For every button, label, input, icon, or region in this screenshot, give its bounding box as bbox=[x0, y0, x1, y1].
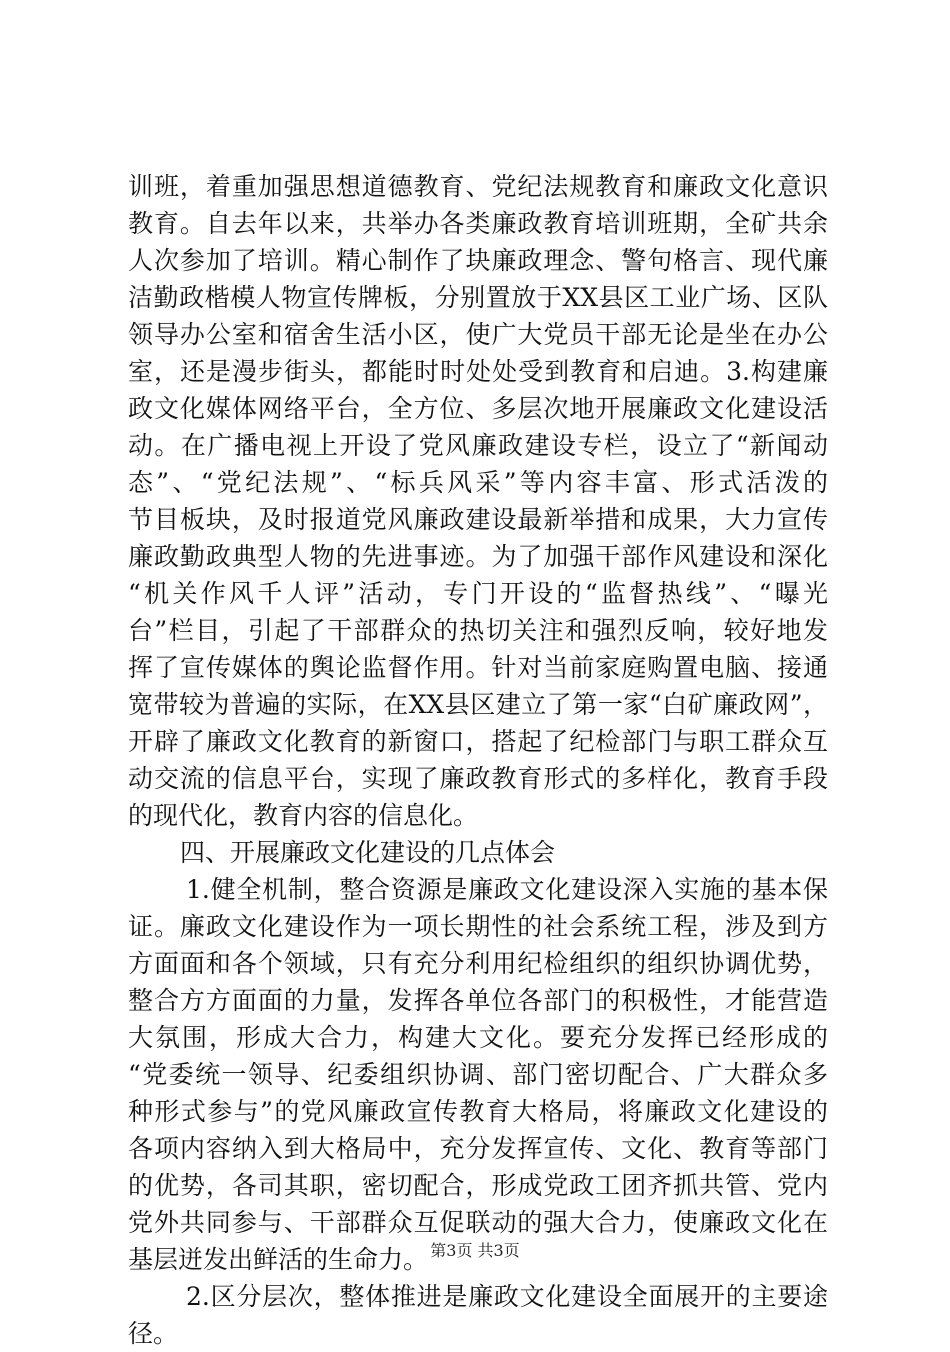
text-line: “党委统一领导、纪委组织协调、部门密切配合、广大群众多 bbox=[128, 1060, 828, 1089]
text-line: 态”、“党纪法规”、“标兵风采”等内容丰富、形式活泼的 bbox=[128, 468, 828, 497]
document-body bbox=[128, 168, 828, 1352]
text-line: 2.区分层次，整体推进是廉政文化建设全面展开的主要途 bbox=[186, 1282, 828, 1311]
page-footer: 第3页 共3页 bbox=[430, 1241, 520, 1260]
text-line: 宽带较为普遍的实际，在XX县区建立了第一家“白矿廉政网”， bbox=[128, 690, 828, 719]
text-line: 开辟了廉政文化教育的新窗口，搭起了纪检部门与职工群众互 bbox=[128, 727, 828, 756]
text-line: 廉政勤政典型人物的先进事迹。为了加强干部作风建设和深化 bbox=[128, 542, 828, 571]
text-line: 方面面和各个领域，只有充分利用纪检组织的组织协调优势， bbox=[128, 949, 828, 978]
text-line: 种形式参与”的党风廉政宣传教育大格局，将廉政文化建设的 bbox=[128, 1097, 828, 1126]
text-line: 各项内容纳入到大格局中，充分发挥宣传、文化、教育等部门 bbox=[128, 1134, 828, 1163]
section-heading: 四、开展廉政文化建设的几点体会 bbox=[180, 838, 556, 867]
text-line: 人次参加了培训。精心制作了块廉政理念、警句格言、现代廉 bbox=[128, 246, 828, 275]
text-line: 党外共同参与、干部群众互促联动的强大合力，使廉政文化在 bbox=[128, 1208, 828, 1237]
text-line: 的现代化，教育内容的信息化。 bbox=[128, 801, 479, 830]
text-line: 政文化媒体网络平台，全方位、多层次地开展廉政文化建设活 bbox=[128, 394, 828, 423]
text-line: “机关作风千人评”活动，专门开设的“监督热线”、“曝光 bbox=[128, 579, 828, 608]
text-line: 1.健全机制，整合资源是廉政文化建设深入实施的基本保 bbox=[186, 875, 828, 904]
text-line: 领导办公室和宿舍生活小区，使广大党员干部无论是坐在办公 bbox=[128, 320, 828, 349]
text-line: 整合方方面面的力量，发挥各单位各部门的积极性，才能营造 bbox=[128, 986, 828, 1015]
text-line: 基层迸发出鲜活的生命力。 bbox=[128, 1245, 429, 1274]
text-line: 节目板块，及时报道党风廉政建设最新举措和成果，大力宣传 bbox=[128, 505, 828, 534]
text-line: 动。在广播电视上开设了党风廉政建设专栏，设立了“新闻动 bbox=[128, 431, 828, 460]
text-line: 训班，着重加强思想道德教育、党纪法规教育和廉政文化意识 bbox=[128, 172, 828, 201]
text-line: 室，还是漫步街头，都能时时处处受到教育和启迪。3.构建廉 bbox=[128, 357, 828, 386]
text-line: 径。 bbox=[128, 1319, 179, 1348]
text-line: 台”栏目，引起了干部群众的热切关注和强烈反响，较好地发 bbox=[128, 616, 828, 645]
text-line: 的优势，各司其职，密切配合，形成党政工团齐抓共管、党内 bbox=[128, 1171, 828, 1200]
text-line: 动交流的信息平台，实现了廉政教育形式的多样化，教育手段 bbox=[128, 764, 828, 793]
text-line: 教育。自去年以来，共举办各类廉政教育培训班期，全矿共余 bbox=[128, 209, 828, 238]
text-line: 洁勤政楷模人物宣传牌板，分别置放于XX县区工业广场、区队 bbox=[128, 283, 828, 312]
text-line: 挥了宣传媒体的舆论监督作用。针对当前家庭购置电脑、接通 bbox=[128, 653, 828, 682]
text-line: 大氛围，形成大合力，构建大文化。要充分发挥已经形成的 bbox=[128, 1023, 828, 1052]
text-line: 证。廉政文化建设作为一项长期性的社会系统工程，涉及到方 bbox=[128, 912, 828, 941]
